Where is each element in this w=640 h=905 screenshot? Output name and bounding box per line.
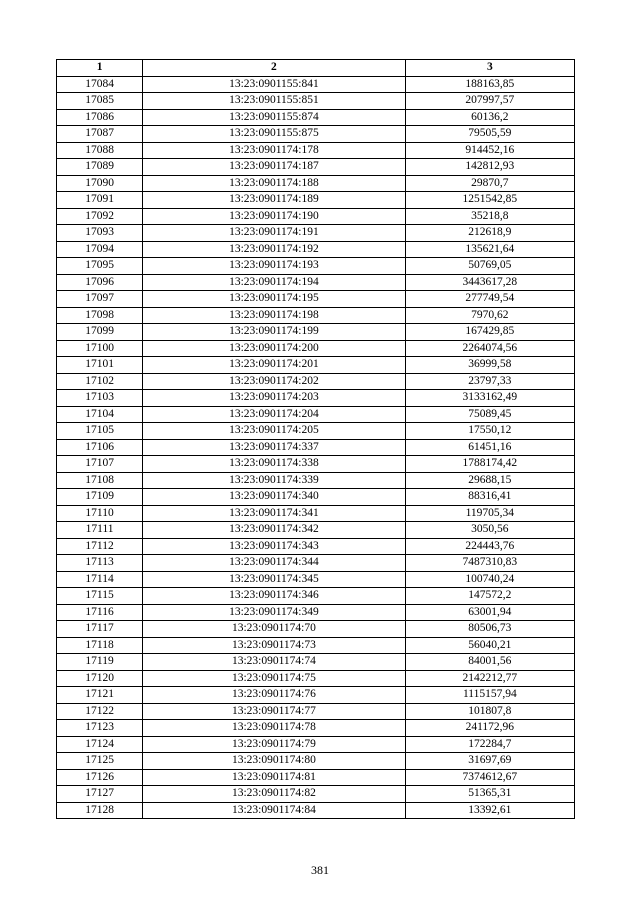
value-cell: 61451,16 [405, 439, 574, 456]
cadastral-number-cell: 13:23:0901174:340 [143, 489, 406, 506]
value-cell: 914452,16 [405, 142, 574, 159]
table-row [57, 373, 575, 390]
table-row [57, 670, 575, 687]
row-number-cell: 17084 [57, 76, 143, 93]
cadastral-number-cell: 13:23:0901174:78 [143, 720, 406, 737]
row-number-cell: 17091 [57, 192, 143, 209]
value-cell: 3133162,49 [405, 390, 574, 407]
table-row [57, 324, 575, 341]
value-cell: 63001,94 [405, 604, 574, 621]
cadastral-number-cell: 13:23:0901174:346 [143, 588, 406, 605]
cadastral-number-cell: 13:23:0901174:205 [143, 423, 406, 440]
table-row [57, 505, 575, 522]
row-number-cell: 17102 [57, 373, 143, 390]
table-row [57, 390, 575, 407]
cadastral-number-cell: 13:23:0901174:337 [143, 439, 406, 456]
table-row [57, 439, 575, 456]
value-cell: 241172,96 [405, 720, 574, 737]
cadastral-number-cell: 13:23:0901174:201 [143, 357, 406, 374]
table-row [57, 357, 575, 374]
value-cell: 31697,69 [405, 753, 574, 770]
row-number-cell: 17099 [57, 324, 143, 341]
cadastral-number-cell: 13:23:0901174:195 [143, 291, 406, 308]
cadastral-number-cell: 13:23:0901174:192 [143, 241, 406, 258]
value-cell: 75089,45 [405, 406, 574, 423]
cadastral-number-cell: 13:23:0901174:339 [143, 472, 406, 489]
cadastral-number-cell: 13:23:0901174:81 [143, 769, 406, 786]
table-row [57, 456, 575, 473]
value-cell: 17550,12 [405, 423, 574, 440]
row-number-cell: 17087 [57, 126, 143, 143]
value-cell: 101807,8 [405, 703, 574, 720]
table-row [57, 637, 575, 654]
value-cell: 224443,76 [405, 538, 574, 555]
value-cell: 2142212,77 [405, 670, 574, 687]
cadastral-number-cell: 13:23:0901174:199 [143, 324, 406, 341]
table-row [57, 522, 575, 539]
header-row [57, 60, 575, 77]
value-cell: 23797,33 [405, 373, 574, 390]
row-number-cell: 17098 [57, 307, 143, 324]
value-cell: 7970,62 [405, 307, 574, 324]
table-row [57, 555, 575, 572]
table-body [57, 76, 575, 819]
row-number-cell: 17126 [57, 769, 143, 786]
value-cell: 172284,7 [405, 736, 574, 753]
value-cell: 80506,73 [405, 621, 574, 638]
value-cell: 1788174,42 [405, 456, 574, 473]
cadastral-number-cell: 13:23:0901174:74 [143, 654, 406, 671]
row-number-cell: 17096 [57, 274, 143, 291]
cadastral-number-cell: 13:23:0901174:73 [143, 637, 406, 654]
cadastral-number-cell: 13:23:0901174:349 [143, 604, 406, 621]
row-number-cell: 17112 [57, 538, 143, 555]
cadastral-number-cell: 13:23:0901174:70 [143, 621, 406, 638]
cadastral-number-cell: 13:23:0901174:190 [143, 208, 406, 225]
table-row [57, 538, 575, 555]
row-number-cell: 17105 [57, 423, 143, 440]
cadastral-number-cell: 13:23:0901174:191 [143, 225, 406, 242]
row-number-cell: 17101 [57, 357, 143, 374]
table-row [57, 687, 575, 704]
cadastral-number-cell: 13:23:0901174:203 [143, 390, 406, 407]
value-cell: 56040,21 [405, 637, 574, 654]
table-row [57, 802, 575, 819]
row-number-cell: 17085 [57, 93, 143, 110]
table-row [57, 753, 575, 770]
table-row [57, 208, 575, 225]
row-number-cell: 17123 [57, 720, 143, 737]
table-row [57, 142, 575, 159]
cadastral-number-cell: 13:23:0901174:187 [143, 159, 406, 176]
row-number-cell: 17125 [57, 753, 143, 770]
header-cell-2: 2 [143, 60, 406, 77]
table-row [57, 241, 575, 258]
cadastral-number-cell: 13:23:0901174:79 [143, 736, 406, 753]
table-row [57, 126, 575, 143]
cadastral-number-cell: 13:23:0901174:194 [143, 274, 406, 291]
cadastral-number-cell: 13:23:0901174:77 [143, 703, 406, 720]
table-row [57, 489, 575, 506]
table-row [57, 291, 575, 308]
cadastral-number-cell: 13:23:0901174:345 [143, 571, 406, 588]
row-number-cell: 17086 [57, 109, 143, 126]
value-cell: 1115157,94 [405, 687, 574, 704]
cadastral-number-cell: 13:23:0901174:82 [143, 786, 406, 803]
header-cell-1: 1 [57, 60, 143, 77]
table-row [57, 786, 575, 803]
cadastral-number-cell: 13:23:0901174:189 [143, 192, 406, 209]
table-row [57, 76, 575, 93]
table-row [57, 588, 575, 605]
cadastral-number-cell: 13:23:0901174:342 [143, 522, 406, 539]
row-number-cell: 17109 [57, 489, 143, 506]
row-number-cell: 17107 [57, 456, 143, 473]
row-number-cell: 17088 [57, 142, 143, 159]
row-number-cell: 17089 [57, 159, 143, 176]
table-row [57, 769, 575, 786]
row-number-cell: 17117 [57, 621, 143, 638]
value-cell: 142812,93 [405, 159, 574, 176]
cadastral-number-cell: 13:23:0901174:178 [143, 142, 406, 159]
value-cell: 29870,7 [405, 175, 574, 192]
cadastral-number-cell: 13:23:0901174:341 [143, 505, 406, 522]
table-row [57, 274, 575, 291]
row-number-cell: 17092 [57, 208, 143, 225]
cadastral-number-cell: 13:23:0901174:80 [143, 753, 406, 770]
table-row [57, 192, 575, 209]
cadastral-number-cell: 13:23:0901155:875 [143, 126, 406, 143]
cadastral-number-cell: 13:23:0901174:338 [143, 456, 406, 473]
cadastral-number-cell: 13:23:0901174:343 [143, 538, 406, 555]
value-cell: 147572,2 [405, 588, 574, 605]
row-number-cell: 17093 [57, 225, 143, 242]
table-header [57, 60, 575, 77]
cadastral-number-cell: 13:23:0901174:188 [143, 175, 406, 192]
data-table [56, 59, 575, 819]
value-cell: 50769,05 [405, 258, 574, 275]
value-cell: 35218,8 [405, 208, 574, 225]
value-cell: 277749,54 [405, 291, 574, 308]
cadastral-number-cell: 13:23:0901174:198 [143, 307, 406, 324]
row-number-cell: 17115 [57, 588, 143, 605]
cadastral-number-cell: 13:23:0901174:344 [143, 555, 406, 572]
table-row [57, 258, 575, 275]
cadastral-number-cell: 13:23:0901174:193 [143, 258, 406, 275]
cadastral-number-cell: 13:23:0901155:851 [143, 93, 406, 110]
value-cell: 60136,2 [405, 109, 574, 126]
row-number-cell: 17094 [57, 241, 143, 258]
row-number-cell: 17118 [57, 637, 143, 654]
table-row [57, 307, 575, 324]
table-row [57, 340, 575, 357]
value-cell: 51365,31 [405, 786, 574, 803]
value-cell: 36999,58 [405, 357, 574, 374]
cadastral-number-cell: 13:23:0901174:200 [143, 340, 406, 357]
cadastral-number-cell: 13:23:0901174:202 [143, 373, 406, 390]
value-cell: 3050,56 [405, 522, 574, 539]
table-row [57, 93, 575, 110]
value-cell: 167429,85 [405, 324, 574, 341]
value-cell: 188163,85 [405, 76, 574, 93]
table-row [57, 571, 575, 588]
value-cell: 88316,41 [405, 489, 574, 506]
table-row [57, 423, 575, 440]
row-number-cell: 17124 [57, 736, 143, 753]
value-cell: 119705,34 [405, 505, 574, 522]
row-number-cell: 17103 [57, 390, 143, 407]
table-row [57, 621, 575, 638]
value-cell: 7487310,83 [405, 555, 574, 572]
row-number-cell: 17104 [57, 406, 143, 423]
row-number-cell: 17114 [57, 571, 143, 588]
row-number-cell: 17116 [57, 604, 143, 621]
value-cell: 29688,15 [405, 472, 574, 489]
row-number-cell: 17119 [57, 654, 143, 671]
row-number-cell: 17100 [57, 340, 143, 357]
value-cell: 2264074,56 [405, 340, 574, 357]
value-cell: 207997,57 [405, 93, 574, 110]
table-row [57, 654, 575, 671]
row-number-cell: 17097 [57, 291, 143, 308]
value-cell: 13392,61 [405, 802, 574, 819]
value-cell: 212618,9 [405, 225, 574, 242]
row-number-cell: 17128 [57, 802, 143, 819]
value-cell: 3443617,28 [405, 274, 574, 291]
row-number-cell: 17090 [57, 175, 143, 192]
value-cell: 79505,59 [405, 126, 574, 143]
cadastral-number-cell: 13:23:0901174:76 [143, 687, 406, 704]
table-row [57, 406, 575, 423]
cadastral-number-cell: 13:23:0901155:841 [143, 76, 406, 93]
value-cell: 84001,56 [405, 654, 574, 671]
cadastral-number-cell: 13:23:0901174:75 [143, 670, 406, 687]
row-number-cell: 17106 [57, 439, 143, 456]
value-cell: 1251542,85 [405, 192, 574, 209]
table-row [57, 720, 575, 737]
row-number-cell: 17095 [57, 258, 143, 275]
table-row [57, 736, 575, 753]
row-number-cell: 17110 [57, 505, 143, 522]
row-number-cell: 17122 [57, 703, 143, 720]
cadastral-number-cell: 13:23:0901155:874 [143, 109, 406, 126]
table-row [57, 225, 575, 242]
value-cell: 135621,64 [405, 241, 574, 258]
row-number-cell: 17111 [57, 522, 143, 539]
row-number-cell: 17108 [57, 472, 143, 489]
cadastral-number-cell: 13:23:0901174:204 [143, 406, 406, 423]
cadastral-number-cell: 13:23:0901174:84 [143, 802, 406, 819]
table-row [57, 703, 575, 720]
table-row [57, 175, 575, 192]
value-cell: 7374612,67 [405, 769, 574, 786]
page-number: 381 [311, 863, 329, 877]
table-row [57, 604, 575, 621]
table-row [57, 472, 575, 489]
value-cell: 100740,24 [405, 571, 574, 588]
row-number-cell: 17121 [57, 687, 143, 704]
table-row [57, 159, 575, 176]
row-number-cell: 17120 [57, 670, 143, 687]
header-cell-3: 3 [405, 60, 574, 77]
table-row [57, 109, 575, 126]
row-number-cell: 17113 [57, 555, 143, 572]
row-number-cell: 17127 [57, 786, 143, 803]
